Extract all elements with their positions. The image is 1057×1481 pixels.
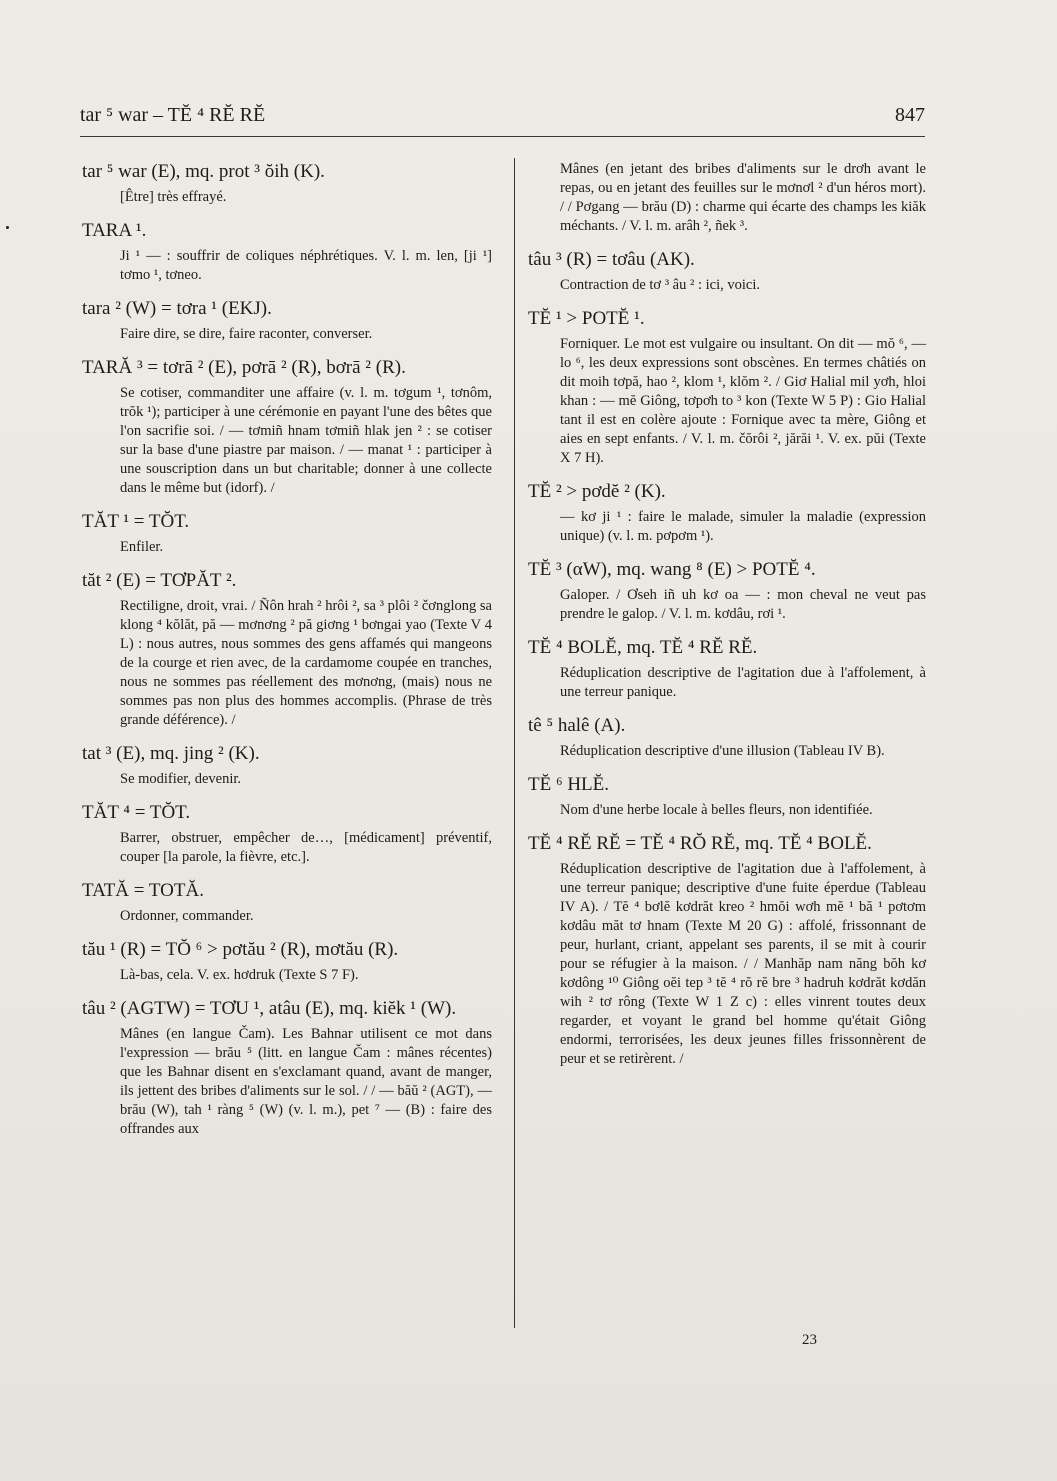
running-head: tar ⁵ war – TĔ ⁴ RĔ RĔ	[80, 104, 266, 126]
dictionary-entry	[82, 510, 492, 557]
header-rule	[80, 136, 925, 137]
dictionary-entry	[528, 558, 926, 624]
entry-body: Réduplication descriptive de l'agitation due à l'affolement, à une terreur panique; descriptive d'une fuite éperdue (Tableau IV A). / Tĕ ⁴ bơlĕ kơdrăt kreo ² hmŏi wơh mĕ ¹ bă ¹ pơtơm kơdâu măt tơ hnam (Texte M 20 G) : affolé, frissonnant de peur, hurlant, criant, appelant ses parents, il se mit à courir pour se réfugier à la maison. / / Manhăp nam năng bŏh kơ kơdông ¹⁰ Giông oĕi tep ³ tĕ ⁴ rŏ rĕ bre ³ hadruh kơdrăt kơdăn wih ² tơ rông (Texte W 1 Z c) : elles vinrent toutes deux regarder, et voyant le grand bel homme qu'était Giông endormi, terrorisées, les deux jeunes filles frissonnèrent de peur et se retirèrent. /	[560, 861, 926, 1067]
entry-body: — kơ ji ¹ : faire le malade, simuler la maladie (expression unique) (v. l. m. pơpơm ¹).	[560, 509, 926, 544]
page-header	[80, 104, 925, 138]
entry-headword: tara ² (W) = tơra ¹ (EKJ).	[82, 298, 272, 319]
entry-headword: TĂT ⁴ = TŎT.	[82, 802, 191, 823]
entry-body: Nom d'une herbe locale à belles fleurs, non identifiée.	[560, 802, 873, 818]
dictionary-entry	[528, 636, 926, 702]
dictionary-entry	[528, 773, 926, 820]
entry-body: Mânes (en langue Čam). Les Bahnar utilisent ce mot dans l'expression — brău ⁵ (litt. en langue Čam : mânes récentes) que les Bahnar disent en s'exclamant quand, avant de manger, ils jettent des bribes d'aliments sur le sol. / / — băŭ ² (AGT), — brău (W), tah ¹ ràng ⁵ (W) (v. l. m.), pet ⁷ — (B) : faire des offrandes aux	[120, 1026, 492, 1137]
entry-headword: TATĂ = TOTĂ.	[82, 880, 204, 901]
entry-headword: tat ³ (E), mq. jing ² (K).	[82, 743, 260, 764]
entry-body: Contraction de tơ ³ âu ² : ici, voici.	[560, 277, 760, 293]
dictionary-entry	[82, 801, 492, 867]
dictionary-entry	[82, 219, 492, 285]
dictionary-entry	[82, 569, 492, 730]
entry-headword: TĔ ¹ > POTĔ ¹.	[528, 308, 645, 329]
page-number: 847	[895, 104, 925, 126]
entry-body: Se modifier, devenir.	[120, 771, 242, 787]
signature-mark: 23	[802, 1332, 817, 1348]
entry-headword: TĂT ¹ = TŎT.	[82, 511, 190, 532]
entry-headword: tê ⁵ halê (A).	[528, 715, 626, 736]
dictionary-entry	[528, 714, 926, 761]
dictionary-entry	[528, 248, 926, 295]
entry-body: Enfiler.	[120, 539, 164, 555]
entry-headword: TĔ ² > pơdĕ ² (K).	[528, 481, 666, 502]
page-speck	[6, 226, 9, 229]
entry-body: [Être] très effrayé.	[120, 189, 227, 205]
dictionary-entry	[528, 832, 926, 1069]
entry-headword: tar ⁵ war (E), mq. prot ³ ŏih (K).	[82, 161, 325, 182]
entry-headword: tâu ² (AGTW) = TƠU ¹, atâu (E), mq. kiĕk ¹ (W).	[82, 998, 457, 1019]
entry-headword: TARĂ ³ = tơrā ² (E), pơrā ² (R), bơrā ² (R).	[82, 357, 406, 378]
entry-headword: tâu ³ (R) = tơâu (AK).	[528, 249, 695, 270]
entry-body: Réduplication descriptive d'une illusion (Tableau IV B).	[560, 743, 885, 759]
dictionary-entry	[82, 356, 492, 498]
dictionary-entry	[82, 879, 492, 926]
dictionary-entry	[82, 742, 492, 789]
entry-body: Là-bas, cela. V. ex. hơdruk (Texte S 7 F).	[120, 967, 359, 983]
entry-body: Faire dire, se dire, faire raconter, converser.	[120, 326, 373, 342]
entry-body: Rectiligne, droit, vrai. / Ñôn hrah ² hrôi ², sa ³ plôi ² čơnglong sa klong ⁴ kŏlăt, pă — mơnơng ² pă giơng ¹ bơngai yao (Texte V 4 L) : nous autres, nous sommes des gens affamés qui mangeons de la courge et rien avec, de la cardamome coupée en tranches, nous ne sommes pas réellement des mơnơng, (mais) nous ne sommes pas non plus des hommes accomplis. (Phrase de très grande déférence). /	[120, 598, 492, 728]
entry-body: Mânes (en jetant des bribes d'aliments sur le drơh avant le repas, ou en jetant des feuilles sur le mơnơl ² d'un héros mort). / / Pơgang — brău (D) : charme qui écarte des champs les kiăk méchants. / V. l. m. arâh ², ñek ³.	[560, 161, 926, 234]
dictionary-entry	[82, 160, 492, 207]
dictionary-entry	[82, 997, 492, 1139]
dictionary-entry	[82, 297, 492, 344]
entry-body: Galoper. / Ơseh iñ uh kơ oa — : mon cheval ne veut pas prendre le galop. / V. l. m. kơdâu, rơi ¹.	[560, 587, 926, 622]
entry-body: Barrer, obstruer, empêcher de…, [médicament] préventif, couper [la parole, la fièvre, etc.].	[120, 830, 492, 865]
right-column	[528, 160, 926, 1081]
entry-body: Ji ¹ — : souffrir de coliques néphrétiques. V. l. m. len, [ji ¹] tơmo ¹, tơneo.	[120, 248, 492, 283]
dictionary-entry-continuation	[528, 160, 926, 236]
entry-headword: TĔ ⁴ RĔ RĔ = TĔ ⁴ RŎ RĔ, mq. TĔ ⁴ BOLĔ.	[528, 833, 872, 854]
entry-headword: TĔ ⁶ HLĔ.	[528, 774, 610, 795]
dictionary-entry	[528, 480, 926, 546]
dictionary-entry	[528, 307, 926, 468]
entry-headword: TARA ¹.	[82, 220, 147, 241]
column-divider	[514, 158, 515, 1328]
entry-body: Forniquer. Le mot est vulgaire ou insultant. On dit — mŏ ⁶, — lo ⁶, les deux expressions sont obscènes. En termes châtiés on dit moih tơpă, hao ², klom ¹, klŏm ². / Giơ Halial mil yơh, hloi khan : — mĕ Giông, tơpơh to ³ kon (Texte W 5 P) : Gio Halial tant il est en colère ajoute : Fornique avec ta mère, Giông et aies en sept enfants. / V. l. m. čŏrôi ², jărăi ¹. V. ex. pŭi (Texte X 7 H).	[560, 336, 926, 466]
entry-headword: TĔ ³ (αW), mq. wang ⁸ (E) > POTĔ ⁴.	[528, 559, 816, 580]
entry-headword: TĔ ⁴ BOLĔ, mq. TĔ ⁴ RĔ RĔ.	[528, 637, 758, 658]
dictionary-entry	[82, 938, 492, 985]
entry-headword: tău ¹ (R) = TŎ ⁶ > pơtău ² (R), mơtău (R).	[82, 939, 399, 960]
entry-body: Réduplication descriptive de l'agitation due à l'affolement, à une terreur panique.	[560, 665, 926, 700]
entry-body: Ordonner, commander.	[120, 908, 254, 924]
left-column	[82, 160, 492, 1151]
entry-body: Se cotiser, commanditer une affaire (v. l. m. tơgum ¹, tơnôm, trŏk ¹); participer à une cérémonie en payant l'une des bêtes que l'on sacrifie soi. / — tơmiñ hnam tơmiñ hlak jen ² : se cotiser sur la base d'une piastre par maison. / — manat ¹ : participer à une souscription dans un but charitable; donner à une collecte dans le même but (idorf). /	[120, 385, 492, 496]
entry-headword: tăt ² (E) = TƠPĂT ².	[82, 570, 237, 591]
